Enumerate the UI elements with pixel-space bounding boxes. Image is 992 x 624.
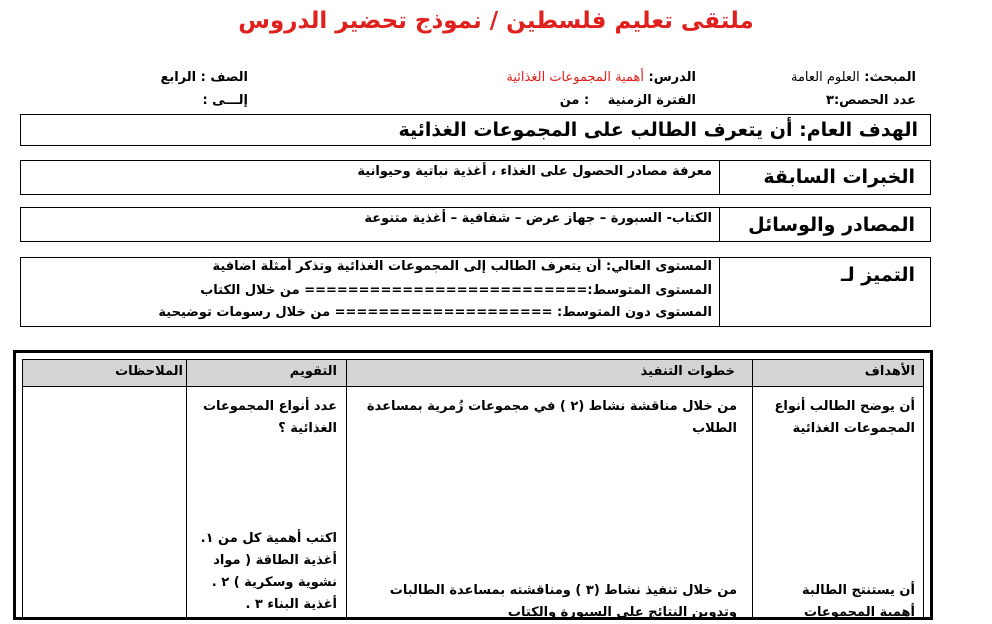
lesson-field [506,70,696,85]
lesson-table [13,350,933,620]
excellence-label: التميز لـ [841,264,915,286]
general-goal-label: الهدف العام: [799,119,918,141]
lesson-value: أهمية المجموعات الغذائية [506,70,644,85]
excellence-medium: المستوى المتوسط:========================== من خلال الكتاب [200,283,712,298]
subject-value: العلوم العامة [790,70,860,85]
col-divider [186,360,187,617]
subject-field [791,70,916,85]
subject-label: المبحث: [864,70,916,85]
grade-label: الصف : [200,70,248,85]
resources-label: المصادر والوسائل [748,214,915,236]
prior-experience-box [20,160,931,195]
row2-goal: أن يستنتج الطالبة أهمية المجموعات [802,583,915,620]
header-evaluation: التقويم [289,364,337,379]
time-label: الفترة الزمنية [607,93,696,108]
periods-label: عدد الحصص: [833,93,916,108]
time-from: : من [559,93,590,108]
resources-box [20,207,931,242]
divider [719,208,720,241]
row1-evaluation: عدد أنواع المجموعات الغذائية ؟ [202,399,337,436]
lesson-label: الدرس: [648,70,696,85]
resources-value: الكتاب- السبورة – جهاز عرض – شفافية – أغذية متنوعة [364,211,712,226]
excellence-box [20,257,931,327]
periods-field [826,93,916,108]
col-divider [752,360,753,617]
general-goal [398,119,918,141]
time-to-field: إلـــى : [202,93,248,108]
header-goals: الأهداف [864,364,915,379]
header-notes: الملاحظات [115,364,183,379]
row2-steps: من خلال تنفيذ نشاط (٣ ) ومناقشته بمساعدة الطالبات وتدوين النتائج على السبورة والكتاب [389,583,737,620]
grade-value: الرابع [160,70,197,85]
general-goal-value: أن يتعرف الطالب على المجموعات الغذائية [398,119,793,141]
header-steps: خطوات التنفيذ [640,364,735,379]
col-divider [346,360,347,617]
excellence-low: المستوى دون المتوسط: ==================== من خلال رسومات توضيحية [158,305,712,320]
time-field [560,93,696,108]
table-header [23,360,923,387]
excellence-high: المستوى العالي: أن يتعرف الطالب إلى المجموعات الغذائية وتذكر أمثلة اضافية [212,259,712,274]
divider [719,161,720,194]
page-title: ملتقى تعليم فلسطين / نموذج تحضير الدروس [238,8,754,34]
periods-value: ٣ [826,93,834,108]
row2-evaluation: اكتب أهمية كل من ١. أغذية الطاقة ( مواد نشوية وسكرية ) ٢ . أغذية البناء ٣ . [200,531,337,612]
row1-steps: من خلال مناقشة نشاط (٢ ) في مجموعات زُمرية بمساعدة الطلاب [366,399,737,436]
divider [719,258,720,326]
grade-field [160,70,248,85]
lesson-table-inner [22,359,924,620]
prior-experience-value: معرفة مصادر الحصول على الغذاء ، أغذية نباتية وحيوانية [357,164,712,179]
general-goal-box [20,114,931,146]
row1-goal: أن يوضح الطالب أنواع المجموعات الغذائية [774,399,915,436]
prior-experience-label: الخبرات السابقة [763,166,915,188]
